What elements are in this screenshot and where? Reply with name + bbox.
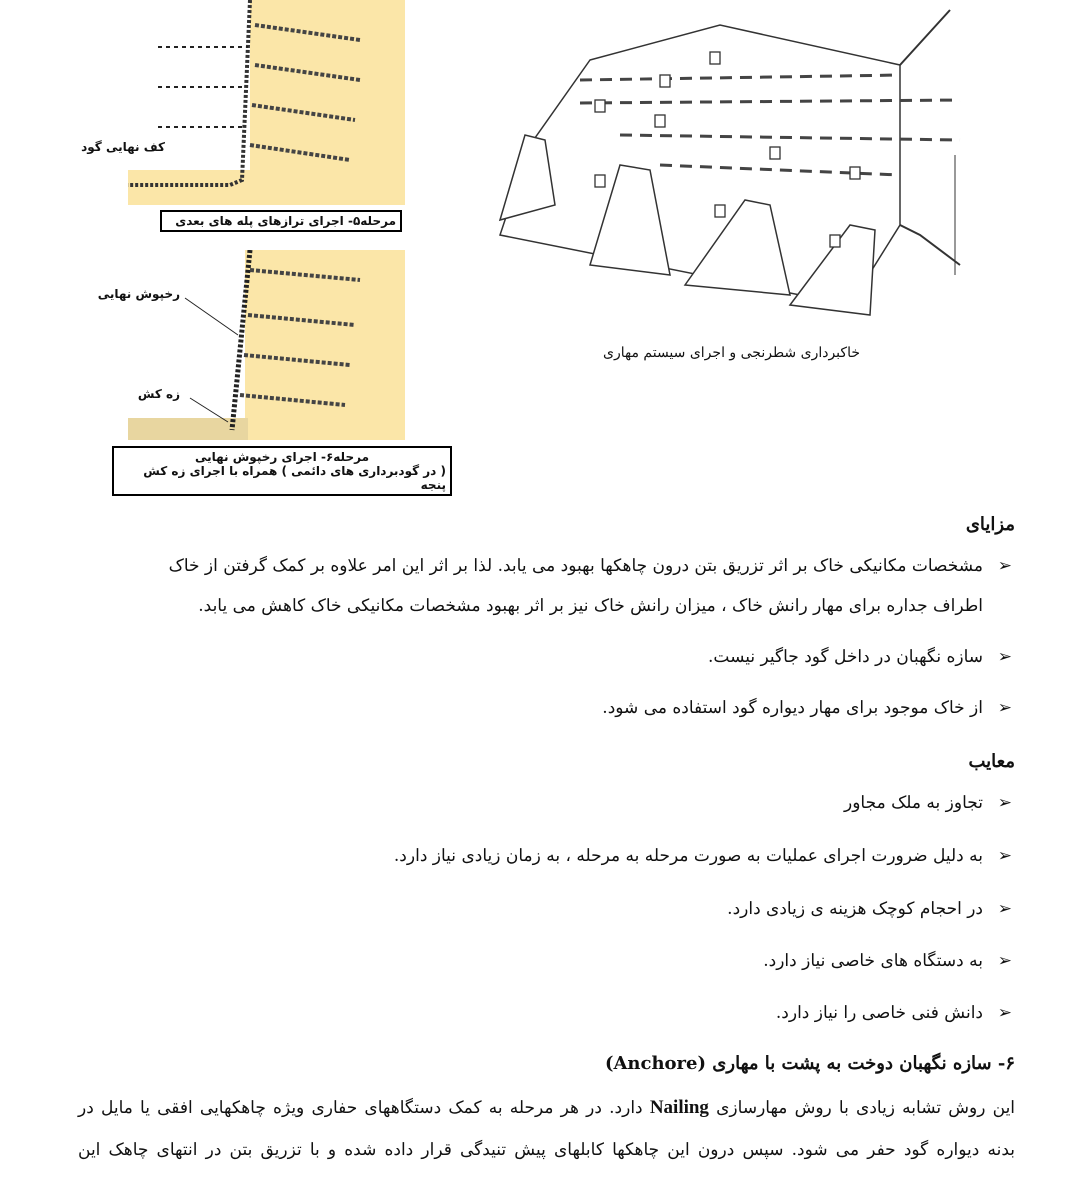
- bullet-icon: ➢: [997, 647, 1012, 667]
- bullet-icon: ➢: [997, 951, 1012, 971]
- label-final-facing: رخپوش نهایی: [97, 287, 180, 301]
- checkerboard-excavation-diagram: [480, 5, 980, 335]
- para-bold-term: Nailing: [649, 1097, 709, 1118]
- label-final-floor: کف نهایی گود: [81, 140, 165, 154]
- section6-heading-latin: (Anchore): [604, 1053, 707, 1074]
- stage6-caption-line2: ( در گودبرداری های دائمی ) همراه با اجرای زه کش پنجه: [143, 464, 446, 492]
- advantage-1-line1: مشخصات مکانیکی خاک بر اثر تزریق بتن درون چاهکها بهبود می یابد. لذا بر اثر این امر علاوه بر کمک گرفتن از خاک: [168, 556, 983, 576]
- disadvantages-heading: معایب: [968, 751, 1015, 772]
- bullet-icon: ➢: [997, 1003, 1012, 1023]
- advantage-3: از خاک موجود برای مهار دیواره گود استفاده می شود.: [602, 698, 983, 718]
- disadvantage-2: به دلیل ضرورت اجرای عملیات به صورت مرحله به مرحله ، به زمان زیادی نیاز دارد.: [393, 846, 983, 866]
- section6-para-line2: بدنه دیواره گود حفر می شود. سپس درون این چاهکها کابلهای پیش تنیدگی قرار داده شده و با تزریق بتن در انتهای چاهک این: [78, 1140, 1015, 1160]
- bullet-icon: ➢: [997, 899, 1012, 919]
- disadvantage-3: در احجام کوچک هزینه ی زیادی دارد.: [727, 899, 983, 919]
- stage6-caption-line1: مرحله۶- اجرای رخپوش نهایی: [194, 450, 369, 464]
- label-drain: زه کش: [137, 387, 180, 401]
- disadvantage-1: تجاوز به ملک مجاور: [844, 793, 983, 813]
- advantage-1-line2: اطراف جداره برای مهار رانش خاک ، میزان رانش خاک نیز بر اثر بهبود مشخصات مکانیکی خاک کاهش می یابد.: [198, 596, 983, 616]
- stage5-caption: مرحله۵- اجرای ترازهای پله های بعدی: [160, 210, 402, 232]
- disadvantage-4: به دستگاه های خاصی نیاز دارد.: [763, 951, 983, 971]
- section6-heading-text: ۶- سازه نگهبان دوخت به پشت با مهاری: [712, 1053, 1015, 1074]
- bullet-icon: ➢: [997, 698, 1012, 718]
- para-text: دارد. در هر مرحله به کمک دستگاههای حفاری ویژه چاهکهایی افقی یا مایل در: [78, 1098, 643, 1118]
- stage6-caption: [112, 446, 452, 496]
- section6-para-line1: [78, 1096, 1015, 1120]
- bullet-icon: ➢: [997, 556, 1012, 576]
- disadvantage-5: دانش فنی خاصی را نیاز دارد.: [775, 1003, 983, 1023]
- anchor-diagram-caption: خاکبرداری شطرنجی و اجرای سیستم مهاری: [603, 345, 860, 361]
- advantage-2: سازه نگهبان در داخل گود جاگیر نیست.: [707, 647, 983, 667]
- bullet-icon: ➢: [997, 846, 1012, 866]
- section6-heading: [605, 1053, 1015, 1074]
- para-text: این روش تشابه زیادی با روش مهارسازی: [716, 1098, 1016, 1118]
- stage5-diagram: [110, 0, 410, 210]
- stage6-diagram: [110, 250, 410, 440]
- bullet-icon: ➢: [997, 793, 1012, 813]
- advantages-heading: مزایای: [965, 514, 1015, 535]
